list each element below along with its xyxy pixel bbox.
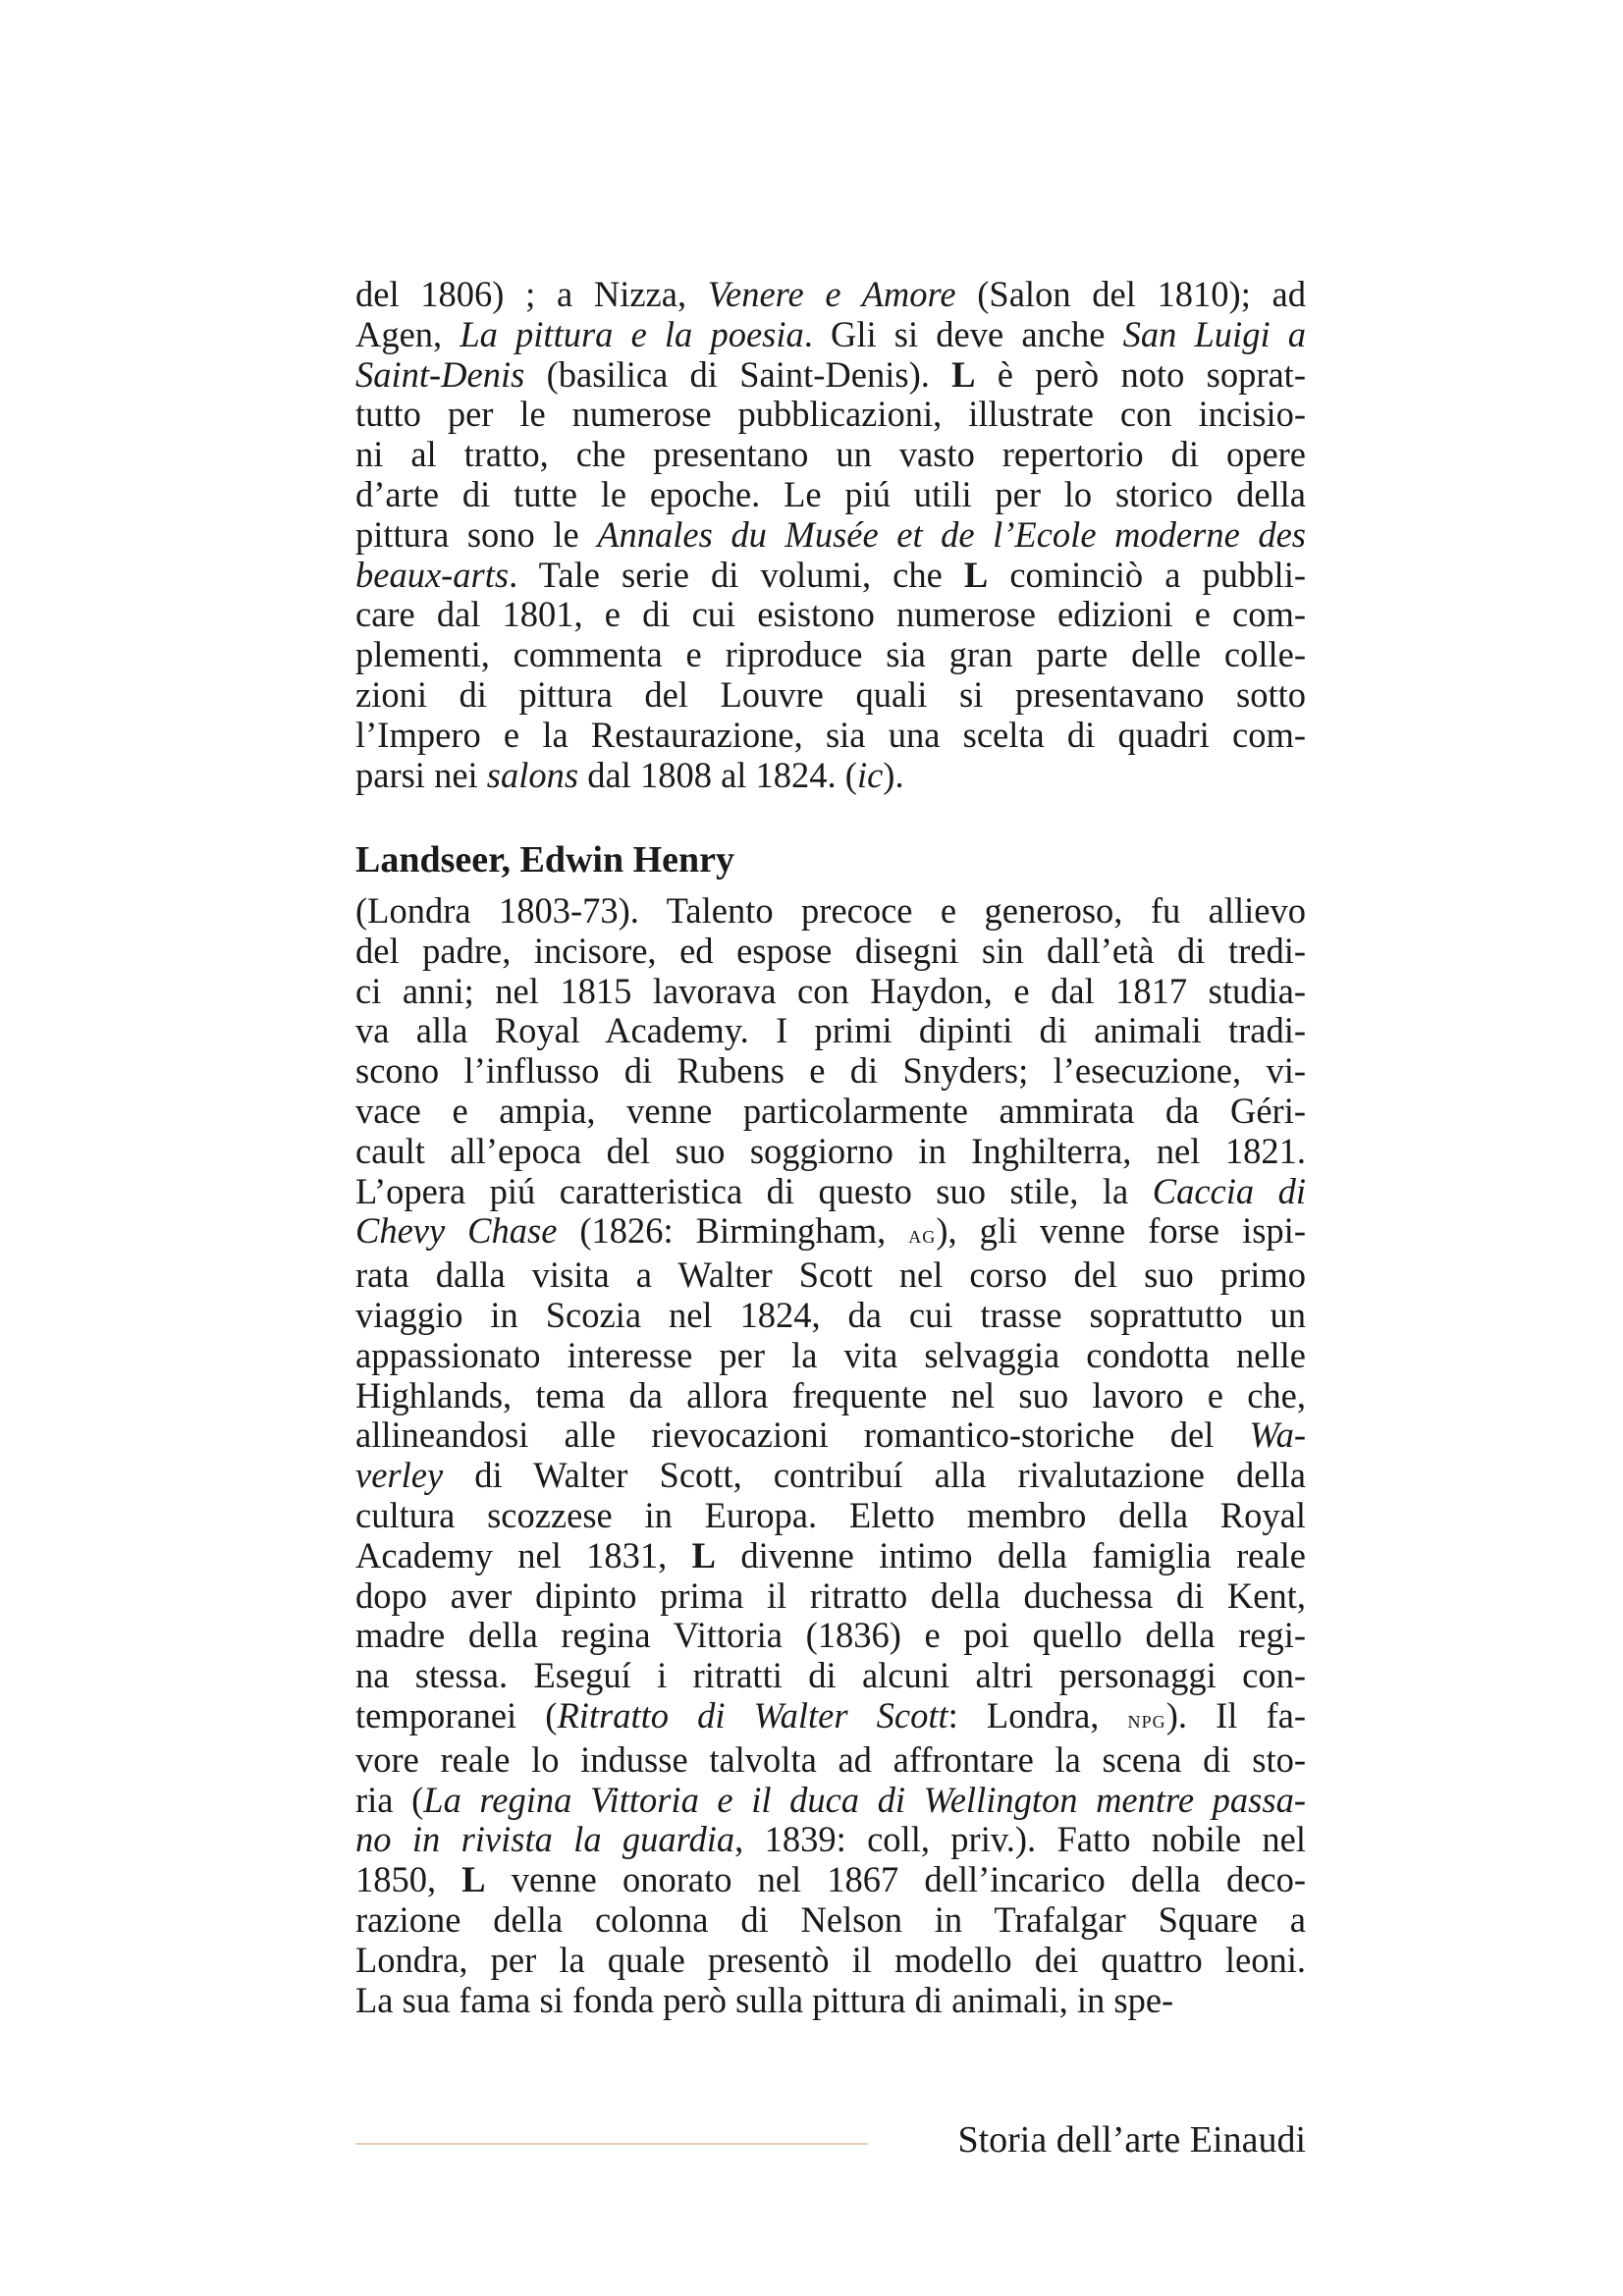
text-run: L <box>951 353 976 395</box>
text-line <box>355 1376 1306 1416</box>
text-run: L <box>963 554 989 595</box>
text-line <box>355 1255 1306 1296</box>
text-line <box>355 1496 1306 1536</box>
text-run: Saint-Denis <box>355 353 525 395</box>
text-run: . Gli si deve anche <box>803 313 1123 354</box>
text-run: ). Il fa- <box>1165 1694 1306 1735</box>
text-line <box>355 972 1306 1012</box>
text-run: tutto per le numerose pubblicazioni, illustrate con incisio- <box>355 394 1306 435</box>
text-line <box>355 1296 1306 1336</box>
text-run: temporanei ( <box>355 1694 558 1735</box>
text-line <box>355 1820 1306 1860</box>
text-run: di Walter Scott, contribuí alla rivalutazione della <box>443 1455 1306 1496</box>
text-run: pittura sono le <box>355 513 598 555</box>
text-line <box>355 932 1306 972</box>
text-line <box>355 756 1306 796</box>
text-run: ria ( <box>355 1779 424 1820</box>
footer-rule <box>355 2143 868 2145</box>
text-run: (Londra 1803-73). Talento precoce e generoso, fu allievo <box>355 890 1306 931</box>
text-run: Venere e Amore <box>707 274 956 314</box>
text-run: Wa- <box>1249 1415 1306 1456</box>
text-run: è però noto soprat- <box>975 353 1306 395</box>
text-run: parsi nei <box>355 754 487 795</box>
text-line <box>355 395 1306 435</box>
text-line <box>355 515 1306 556</box>
text-run: cultura scozzese in Europa. Eletto membro della Royal <box>355 1494 1306 1535</box>
text-line <box>355 1696 1306 1740</box>
text-run: (1826: Birmingham, <box>557 1210 909 1252</box>
text-run: vore reale lo indusse talvolta ad affrontare la scena di sto- <box>355 1738 1306 1780</box>
footer-title: Storia dell’arte Einaudi <box>957 2119 1306 2161</box>
text-line <box>355 595 1306 635</box>
text-run: cault all’epoca del suo soggiorno in Inghilterra, nel 1821. <box>355 1130 1306 1171</box>
text-run: (Salon del 1810); ad <box>955 274 1306 314</box>
text-line <box>355 1536 1306 1576</box>
text-run: dopo aver dipinto prima il ritratto della duchessa di Kent, <box>355 1575 1306 1616</box>
text-run: , 1839: coll, priv.). Fatto nobile nel <box>734 1819 1306 1860</box>
text-run: San Luigi a <box>1122 313 1306 354</box>
text-line <box>355 475 1306 515</box>
text-run: npg <box>1127 1704 1166 1734</box>
text-line <box>355 1172 1306 1212</box>
text-line <box>355 1941 1306 1981</box>
text-line <box>355 1415 1306 1456</box>
text-run: ni al tratto, che presentano un vasto repertorio di opere <box>355 434 1306 475</box>
text-run: divenne intimo della famiglia reale <box>715 1534 1306 1575</box>
text-run: Caccia di <box>1152 1170 1307 1211</box>
text-line <box>355 1900 1306 1941</box>
text-line <box>355 1656 1306 1696</box>
text-run: L <box>691 1534 716 1575</box>
text-run: Londra, per la quale presentò il modello dei quattro leoni. <box>355 1939 1306 1980</box>
text-run: L’opera piú caratteristica di questo suo stile, la <box>355 1170 1153 1211</box>
text-run: del 1806) ; a Nizza, <box>355 274 708 314</box>
text-run: verley <box>355 1455 444 1496</box>
text-line <box>355 1981 1306 2021</box>
text-run: . Tale serie di volumi, che <box>509 554 964 595</box>
text-run: ic <box>856 754 884 795</box>
text-line <box>355 1616 1306 1656</box>
text-line <box>355 1011 1306 1051</box>
text-run: rata dalla visita a Walter Scott nel corso del suo primo <box>355 1255 1306 1296</box>
text-run: del padre, incisore, ed espose disegni sin dall’età di tredi- <box>355 930 1306 971</box>
text-line <box>355 355 1306 396</box>
text-run: La sua fama si fonda però sulla pittura di animali, in spe- <box>355 1979 1174 2020</box>
text-run: 1850, <box>355 1859 462 1900</box>
text-run: no in rivista la guardia <box>355 1819 735 1860</box>
text-line <box>355 635 1306 675</box>
text-run: dal 1808 al 1824. ( <box>578 754 857 795</box>
text-line <box>355 1092 1306 1132</box>
text-run: ag <box>908 1220 937 1250</box>
text-run: ci anni; nel 1815 lavorava con Haydon, e dal 1817 studia- <box>355 970 1306 1011</box>
text-run: venne onorato nel 1867 dell’incarico della deco- <box>485 1859 1306 1900</box>
text-line <box>355 1576 1306 1617</box>
text-line <box>355 275 1306 315</box>
text-run: madre della regina Vittoria (1836) e poi quello della regi- <box>355 1615 1306 1656</box>
text-run: Agen, <box>355 313 460 354</box>
text-run: l’Impero e la Restaurazione, sia una scelta di quadri com- <box>355 714 1306 755</box>
text-line <box>355 1456 1306 1496</box>
text-run: cominciò a pubbli- <box>988 554 1306 595</box>
text-line <box>355 435 1306 475</box>
text-line <box>355 1132 1306 1172</box>
text-run: La regina Vittoria e il duca di Wellington mentre passa- <box>423 1779 1306 1820</box>
text-run: allineandosi alle rievocazioni romantico-storiche del <box>355 1415 1250 1456</box>
text-run: d’arte di tutte le epoche. Le piú utili per lo storico della <box>355 473 1306 514</box>
text-run: beaux-arts <box>355 554 510 595</box>
entry-body-text <box>355 891 1306 2020</box>
text-run: va alla Royal Academy. I primi dipinti di animali tradi- <box>355 1010 1306 1051</box>
text-run: salons <box>486 754 579 795</box>
text-run: scono l’influsso di Rubens e di Snyders; l’esecuzione, vi- <box>355 1050 1306 1092</box>
text-run: plementi, commenta e riproduce sia gran parte delle colle- <box>355 634 1306 675</box>
entry-continued-text <box>355 275 1306 795</box>
text-run: na stessa. Eseguí i ritratti di alcuni altri personaggi con- <box>355 1655 1306 1696</box>
text-run: : Londra, <box>947 1694 1128 1735</box>
text-run: Academy nel 1831, <box>355 1534 692 1575</box>
text-line <box>355 1740 1306 1781</box>
text-run: L <box>461 1859 486 1900</box>
text-line <box>355 1051 1306 1092</box>
text-run: ). <box>883 754 904 795</box>
text-run: care dal 1801, e di cui esistono numerose edizioni e com- <box>355 594 1306 635</box>
text-line <box>355 716 1306 756</box>
text-run: zioni di pittura del Louvre quali si presentavano sotto <box>355 673 1306 715</box>
text-run: Ritratto di Walter Scott <box>557 1694 948 1735</box>
text-run: (basilica di Saint-Denis). <box>524 353 952 395</box>
text-line <box>355 1336 1306 1376</box>
text-run: Highlands, tema da allora frequente nel suo lavoro e che, <box>355 1374 1306 1415</box>
text-run: razione della colonna di Nelson in Trafalgar Square a <box>355 1898 1306 1940</box>
text-line <box>355 675 1306 716</box>
text-line <box>355 1211 1306 1255</box>
text-run: viaggio in Scozia nel 1824, da cui trasse soprattutto un <box>355 1294 1306 1335</box>
text-line <box>355 556 1306 596</box>
text-line <box>355 1860 1306 1900</box>
entry-heading: Landseer, Edwin Henry <box>355 839 735 881</box>
text-run: Annales du Musée et de l’Ecole moderne des <box>597 513 1306 555</box>
text-run: appassionato interesse per la vita selvaggia condotta nelle <box>355 1334 1306 1375</box>
text-run: La pittura e la poesia <box>460 313 804 354</box>
text-line <box>355 891 1306 932</box>
text-run: ), gli venne forse ispi- <box>936 1210 1306 1252</box>
text-run: Chevy Chase <box>355 1210 558 1252</box>
text-line <box>355 1781 1306 1821</box>
text-line <box>355 315 1306 355</box>
text-run: vace e ampia, venne particolarmente ammirata da Géri- <box>355 1090 1306 1131</box>
